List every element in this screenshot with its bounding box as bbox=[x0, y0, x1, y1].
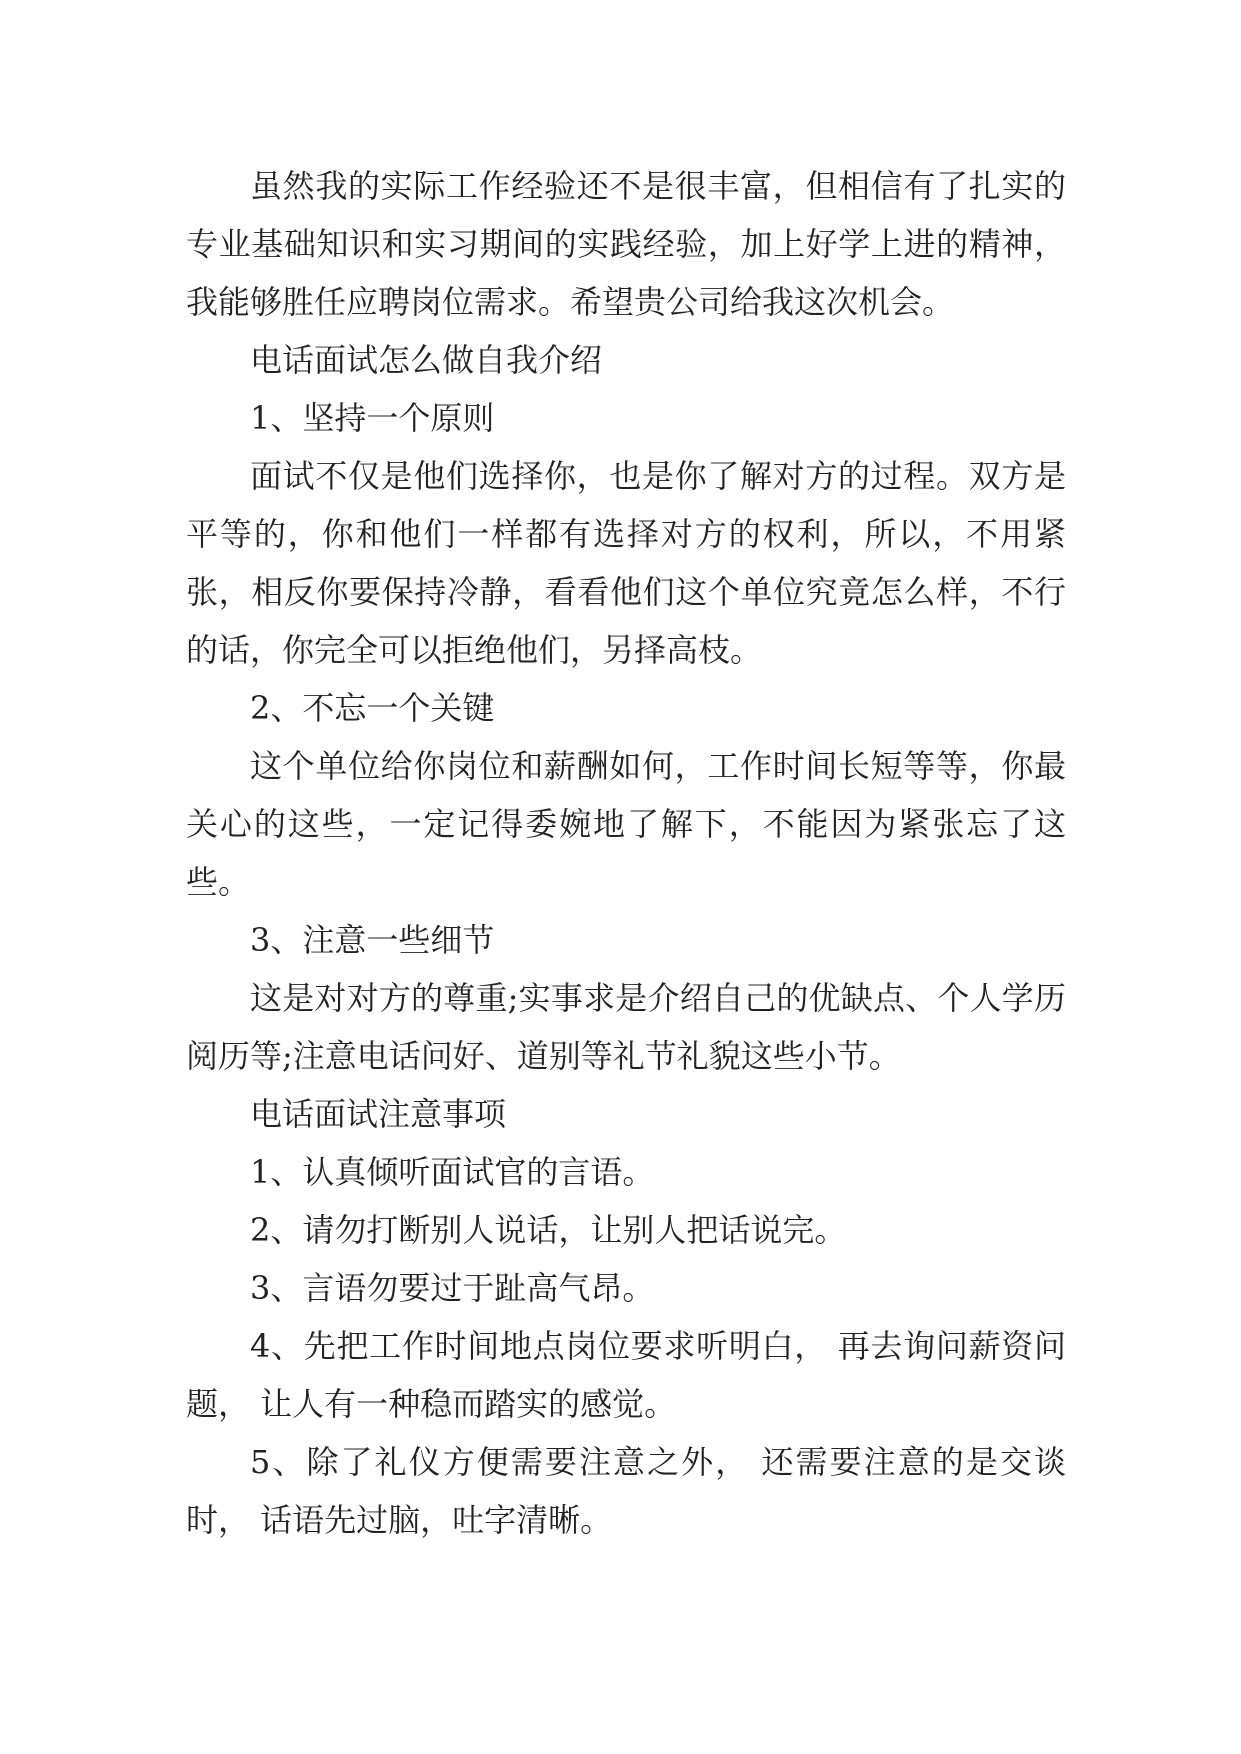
section-heading-precautions: 电话面试注意事项 bbox=[250, 1095, 507, 1133]
paragraph-key-point: 这个单位给你岗位和薪酬如何，工作时间长短等等，你最关心的这些，一定记得委婉地了解下，不能因为紧张忘了这些。 bbox=[186, 747, 1066, 901]
subheading-key-point: 2、不忘一个关键 bbox=[250, 689, 495, 727]
list-item-4: 4、先把工作时间地点岗位要求听明白， 再去询问薪资问题， 让人有一种稳而踏实的感觉。 bbox=[186, 1327, 1066, 1423]
list-item-1: 1、认真倾听面试官的言语。 bbox=[250, 1153, 655, 1191]
list-item-5: 5、除了礼仪方便需要注意之外， 还需要注意的是交谈时， 话语先过脑，吐字清晰。 bbox=[186, 1443, 1066, 1539]
paragraph-principle: 面试不仅是他们选择你，也是你了解对方的过程。双方是平等的，你和他们一样都有选择对方的权利，所以，不用紧张，相反你要保持冷静，看看他们这个单位究竟怎么样，不行的话，你完全可以拒绝他们，另择高枝。 bbox=[186, 457, 1066, 669]
list-item-3: 3、言语勿要过于趾高气昂。 bbox=[250, 1269, 655, 1307]
paragraph-intro-conclusion: 虽然我的实际工作经验还不是很丰富，但相信有了扎实的专业基础知识和实习期间的实践经验，加上好学上进的精神，我能够胜任应聘岗位需求。希望贵公司给我这次机会。 bbox=[186, 167, 1066, 321]
section-heading-self-introduction: 电话面试怎么做自我介绍 bbox=[250, 341, 603, 379]
subheading-details: 3、注意一些细节 bbox=[250, 921, 495, 959]
paragraph-details: 这是对对方的尊重;实事求是介绍自己的优缺点、个人学历阅历等;注意电话问好、道别等礼节礼貌这些小节。 bbox=[186, 979, 1066, 1075]
subheading-principle: 1、坚持一个原则 bbox=[250, 399, 495, 437]
document-body bbox=[186, 157, 1066, 1549]
list-item-2: 2、请勿打断别人说话，让别人把话说完。 bbox=[250, 1211, 847, 1249]
